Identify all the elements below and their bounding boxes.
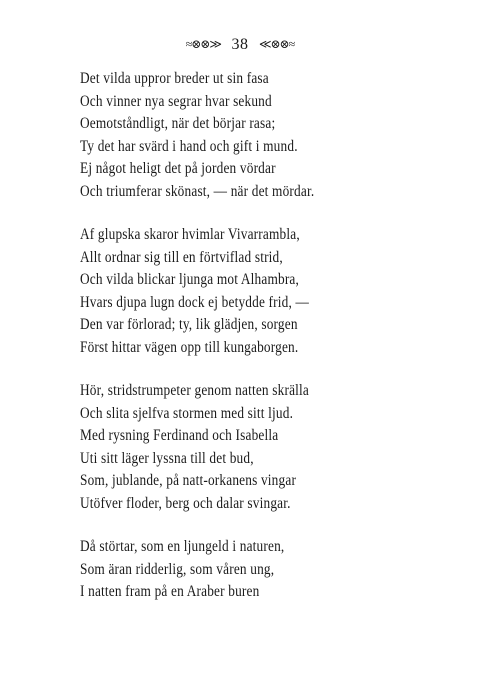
verse-line: Och vinner nya segrar hvar sekund [80,92,272,110]
poem-body [80,68,420,625]
stanza-2 [80,224,420,359]
verse-line: Den var förlorad; ty, lik glädjen, sorgen [80,316,298,333]
verse-line: Först hittar vägen opp till kungaborgen. [80,338,299,356]
verse-line: Allt ordnar sig till en förtviflad strid, [80,248,283,266]
stanza-3 [80,380,420,515]
ornament-right-icon: ≪⊗⊗≈ [259,37,295,51]
verse-line: Som, jublande, på natt-orkanens vingar [80,472,297,489]
page-number: 38 [231,36,249,53]
verse-line: Af glupska skaror hvimlar Vivarrambla, [80,226,300,243]
verse-line: Då störtar, som en ljungeld i naturen, [80,538,285,555]
verse-line: Ej något heligt det på jorden vördar [80,160,276,177]
verse-line: Och slita sjelfva stormen med sitt ljud. [80,404,294,422]
verse-line: Ty det har svärd i hand och gift i mund. [80,137,298,155]
verse-line: Och triumferar skönast, — när det mördar. [80,182,315,200]
verse-line: Utöfver floder, berg och dalar svingar. [80,494,291,512]
verse-line: I natten fram på en Araber buren [80,583,260,600]
page-header [0,36,480,54]
verse-line: Som äran ridderlig, som våren ung, [80,560,275,578]
verse-line: Oemotståndligt, när det börjar rasa; [80,115,276,132]
ornament-left-icon: ≈⊗⊗≫ [185,37,221,51]
verse-line: Uti sitt läger lyssna till det bud, [80,449,254,467]
verse-line: Det vilda uppror breder ut sin fasa [80,70,269,87]
verse-line: Med rysning Ferdinand och Isabella [80,427,279,444]
verse-line: Hvars djupa lugn dock ej betydde frid, — [80,293,310,311]
stanza-4 [80,536,420,604]
stanza-1 [80,68,420,203]
verse-line: Hör, stridstrumpeter genom natten skrälla [80,382,310,399]
verse-line: Och vilda blickar ljunga mot Alhambra, [80,271,300,288]
